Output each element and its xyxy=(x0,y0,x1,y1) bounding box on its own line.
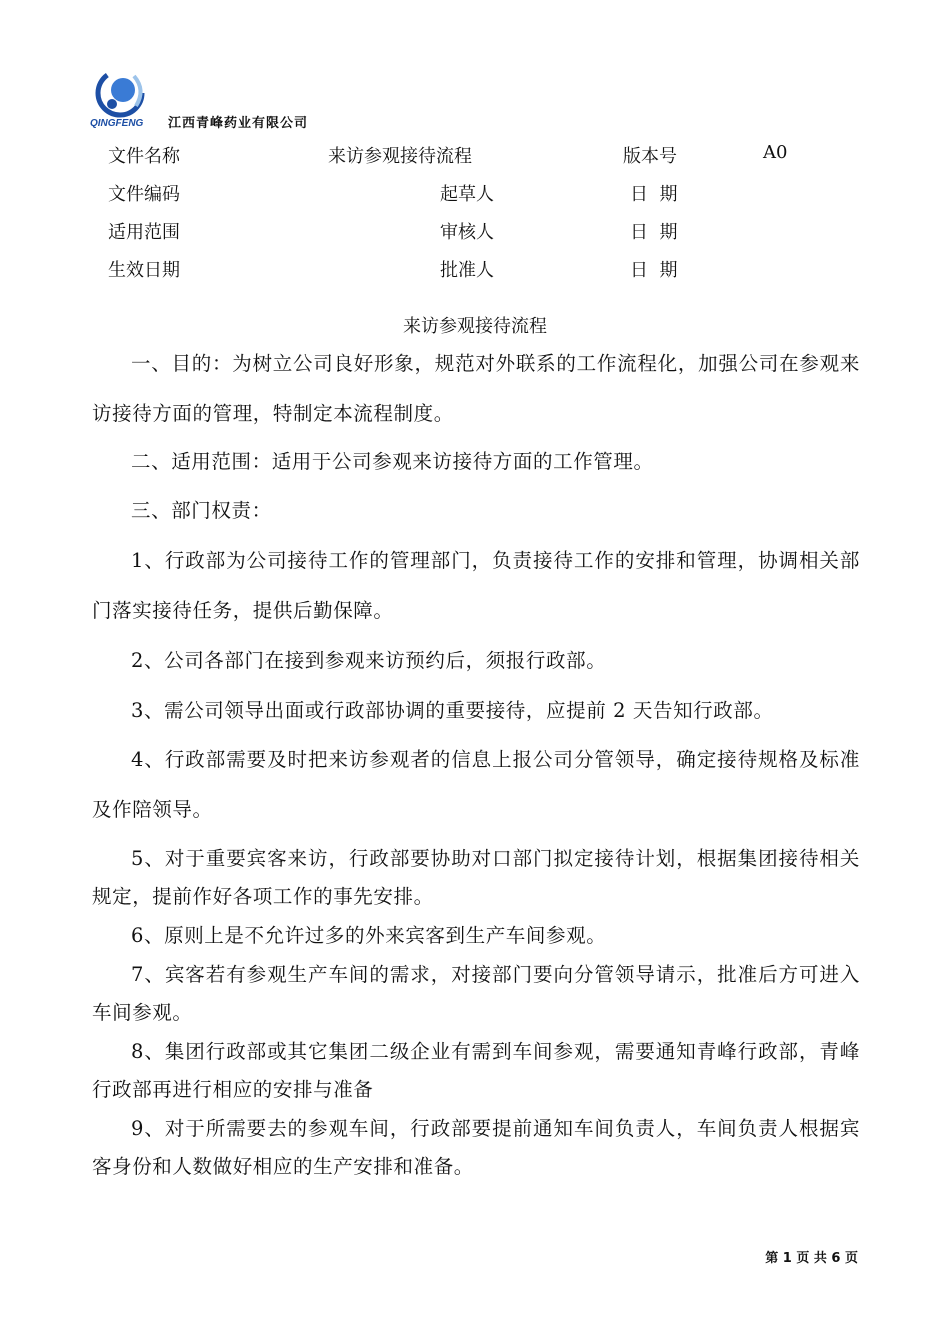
meta-label-date-3: 日 期 xyxy=(630,260,678,281)
paragraph-item-5: 5、对于重要宾客来访，行政部要协助对口部门拟定接待计划，根据集团接待相关规定，提前作好各项工作的事先安排。 xyxy=(92,847,860,908)
meta-label-effective-date: 生效日期 xyxy=(108,260,180,281)
paragraph-responsibilities: 三、部门权责： xyxy=(131,499,272,522)
paragraph-item-7: 7、宾客若有参观生产车间的需求，对接部门要向分管领导请示，批准后方可进入车间参观。 xyxy=(92,963,860,1024)
qingfeng-logo-icon xyxy=(90,66,154,128)
meta-label-version: 版本号 xyxy=(623,146,677,167)
paragraph-item-4: 4、行政部需要及时把来访参观者的信息上报公司分管领导，确定接待规格及标准及作陪领导。 xyxy=(92,748,860,821)
paragraph-item-8: 8、集团行政部或其它集团二级企业有需到车间参观，需要通知青峰行政部，青峰行政部再进行相应的安排与准备 xyxy=(92,1040,860,1101)
paragraph-scope: 二、适用范围：适用于公司参观来访接待方面的工作管理。 xyxy=(131,450,654,473)
logo-wordmark: QINGFENG xyxy=(90,118,144,128)
page-number: 第 1 页 共 6 页 xyxy=(765,1251,858,1266)
paragraph-item-3: 3、需公司领导出面或行政部协调的重要接待，应提前 2 天告知行政部。 xyxy=(131,699,774,722)
company-name: 江西青峰药业有限公司 xyxy=(168,116,309,131)
meta-label-file-code: 文件编码 xyxy=(108,184,180,205)
company-logo xyxy=(90,66,154,128)
meta-value-file-name: 来访参观接待流程 xyxy=(328,146,472,167)
paragraph-purpose: 一、目的：为树立公司良好形象，规范对外联系的工作流程化，加强公司在参观来访接待方面的管理，特制定本流程制度。 xyxy=(92,352,860,425)
meta-label-scope: 适用范围 xyxy=(108,222,180,243)
meta-label-date-1: 日 期 xyxy=(630,184,678,205)
paragraph-item-6: 6、原则上是不允许过多的外来宾客到生产车间参观。 xyxy=(131,924,607,947)
meta-label-file-name: 文件名称 xyxy=(108,146,180,167)
paragraph-item-9: 9、对于所需要去的参观车间，行政部要提前通知车间负责人，车间负责人根据宾客身份和人数做好相应的生产安排和准备。 xyxy=(92,1117,860,1178)
meta-label-approver: 批准人 xyxy=(440,260,494,281)
document-title: 来访参观接待流程 xyxy=(403,316,547,337)
meta-value-version: A0 xyxy=(763,142,788,163)
meta-label-reviewer: 审核人 xyxy=(440,222,494,243)
paragraph-item-2: 2、公司各部门在接到参观来访预约后，须报行政部。 xyxy=(131,649,607,672)
paragraph-item-1: 1、行政部为公司接待工作的管理部门，负责接待工作的安排和管理，协调相关部门落实接待任务，提供后勤保障。 xyxy=(92,549,860,622)
meta-label-date-2: 日 期 xyxy=(630,222,678,243)
meta-label-drafter: 起草人 xyxy=(440,184,494,205)
